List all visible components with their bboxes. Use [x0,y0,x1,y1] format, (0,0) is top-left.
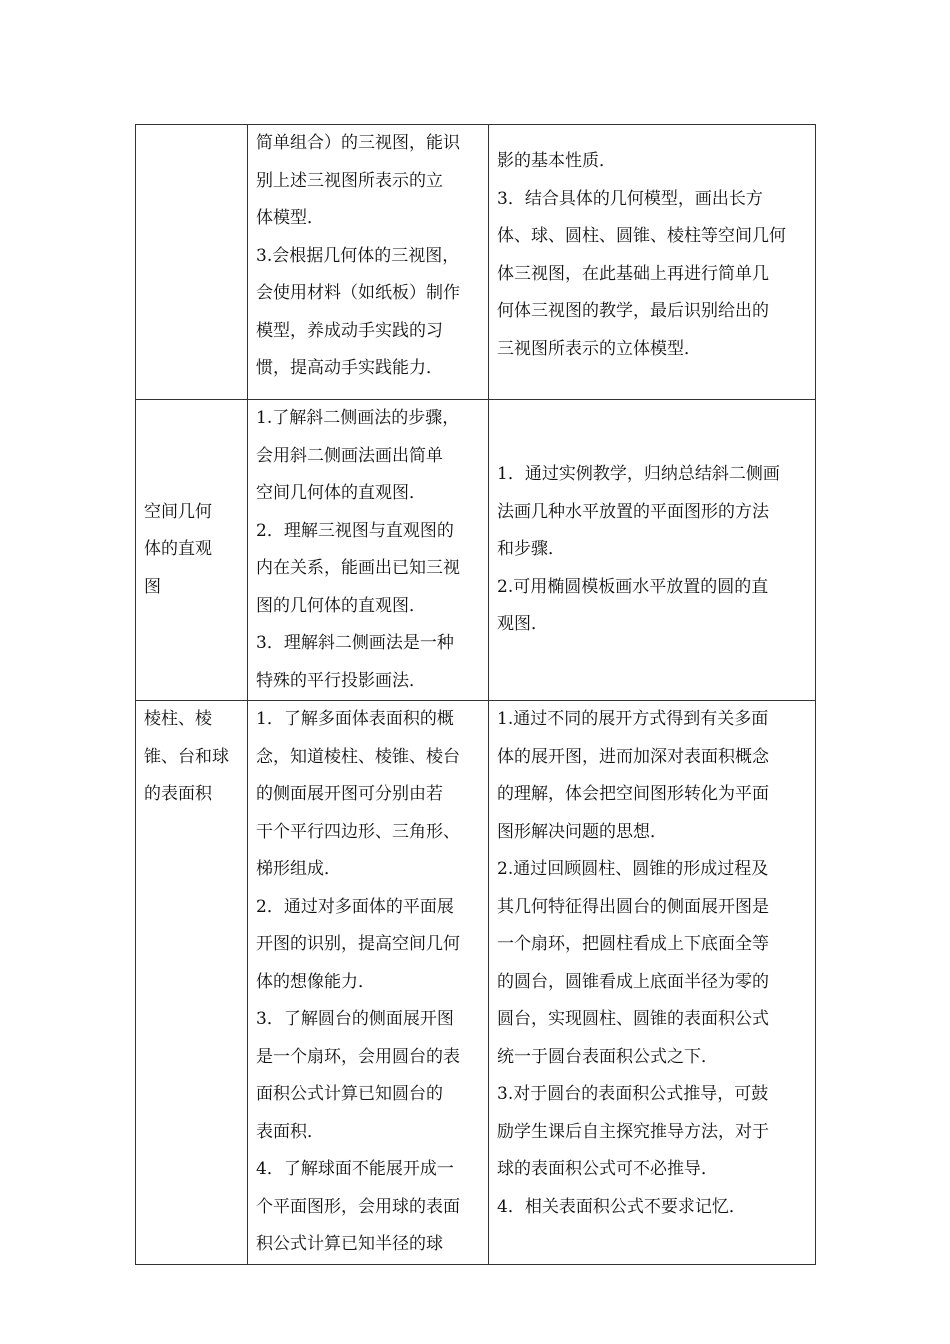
text-line: 图形解决问题的思想． [497,821,667,842]
text-line: 体的展开图，进而加深对表面积概念 [497,746,769,767]
text-line: 图 [144,576,161,597]
topic-cell [136,701,248,1265]
text-line: 的理解，体会把空间图形转化为平面 [497,784,769,804]
requirements-text [256,125,480,388]
topic-cell [136,400,248,701]
text-line: 观图． [497,614,548,635]
text-line: 3．结合具体的几何模型，画出长方 [497,188,763,209]
text-line: 表面积． [256,1121,324,1142]
text-line: 三视图所表示的立体模型． [497,338,701,359]
text-line: 空间几何体的直观图． [256,483,426,503]
text-line: 体的想像能力． [256,971,375,992]
text-line: 2．理解三视图与直观图的 [256,520,454,541]
requirements-cell [248,125,489,400]
text-line: 模型，养成动手实践的习 [256,320,443,341]
text-line: 球的表面积公式可不必推导． [497,1159,718,1179]
text-line: 面积公式计算已知圆台的 [256,1084,443,1104]
text-line: 励学生课后自主探究推导方法，对于 [497,1121,769,1142]
text-line: 是一个扇环，会用圆台的表 [256,1046,460,1067]
text-line: 何体三视图的教学，最后识别给出的 [497,301,769,321]
suggestions-cell [489,400,816,701]
text-line: 1．通过实例教学，归纳总结斜二侧画 [497,464,780,485]
text-line: 1.通过不同的展开方式得到有关多面 [497,709,769,729]
text-line: 4．相关表面积公式不要求记忆． [497,1196,746,1217]
suggestions-text [497,143,807,368]
text-line: 的表面积 [144,784,212,804]
text-line: 2.可用椭圆模板画水平放置的圆的直 [497,576,769,597]
text-line: 锥、台和球 [144,746,229,767]
text-line: 1．了解多面体表面积的概 [256,709,454,729]
suggestions-text [497,701,807,1226]
text-line: 体、球、圆柱、圆锥、棱柱等空间几何 [497,226,786,246]
text-line: 法画几种水平放置的平面图形的方法 [497,501,769,522]
text-line: 内在关系，能画出已知三视 [256,558,460,578]
text-line: 开图的识别，提高空间几何 [256,934,460,954]
text-line: 体三视图，在此基础上再进行简单几 [497,263,769,284]
text-line: 的侧面展开图可分别由若 [256,784,443,804]
text-line: 念，知道棱柱、棱锥、棱台 [256,746,460,767]
text-line: 3.对于圆台的表面积公式推导，可鼓 [497,1084,769,1104]
text-line: 梯形组成． [256,859,341,879]
text-line: 特殊的平行投影画法． [256,670,426,691]
text-line: 2．通过对多面体的平面展 [256,896,454,917]
text-line: 个平面图形，会用球的表面 [256,1196,460,1217]
text-line: 3．了解圆台的侧面展开图 [256,1009,454,1029]
text-line: 空间几何 [144,501,212,522]
curriculum-table [135,124,816,1265]
text-line: 棱柱、棱 [144,709,212,729]
requirements-text [256,400,480,700]
requirements-cell [248,701,489,1265]
text-line: 积公式计算已知半径的球 [256,1234,443,1254]
requirements-text [256,701,480,1264]
text-line: 图的几何体的直观图． [256,595,426,616]
text-line: 惯，提高动手实践能力． [256,358,443,378]
text-line: 统一于圆台表面积公式之下． [497,1046,718,1067]
suggestions-text [497,456,807,644]
text-line: 1.了解斜二侧画法的步骤， [256,408,460,428]
text-line: 体的直观 [144,539,212,560]
text-line: 会使用材料（如纸板）制作 [256,283,460,303]
text-line: 的圆台，圆锥看成上底面半径为零的 [497,971,769,992]
suggestions-cell [489,125,816,400]
text-line: 别上述三视图所表示的立 [256,170,443,191]
table-row [136,701,816,1265]
table-row [136,125,816,400]
topic-cell [136,125,248,400]
text-line: 简单组合）的三视图，能识 [256,133,460,153]
text-line: 2.通过回顾圆柱、圆锥的形成过程及 [497,859,769,879]
text-line: 一个扇环，把圆柱看成上下底面全等 [497,934,769,954]
text-line: 和步骤． [497,539,565,560]
text-line: 4．了解球面不能展开成一 [256,1159,454,1179]
text-line: 其几何特征得出圆台的侧面展开图是 [497,896,769,917]
topic-text [144,494,239,607]
text-line: 体模型． [256,208,324,228]
requirements-cell [248,400,489,701]
text-line: 圆台，实现圆柱、圆锥的表面积公式 [497,1009,769,1029]
text-line: 3.会根据几何体的三视图， [256,245,460,266]
text-line: 干个平行四边形、三角形、 [256,821,460,842]
topic-text [144,701,239,814]
table-row [136,400,816,701]
text-line: 3．理解斜二侧画法是一种 [256,633,454,653]
text-line: 影的基本性质． [497,151,616,171]
text-line: 会用斜二侧画法画出简单 [256,445,443,466]
suggestions-cell [489,701,816,1265]
